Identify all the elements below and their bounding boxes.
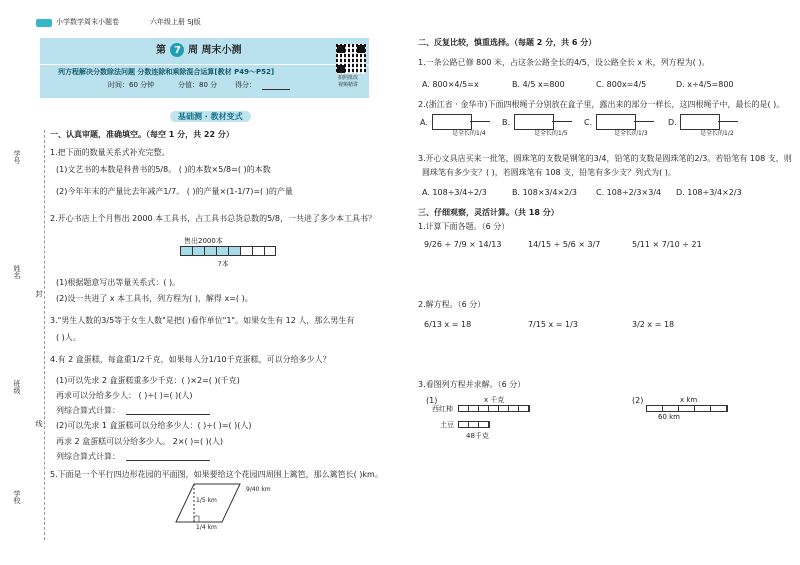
series-title: 小学数学周末小题卷 [56, 18, 119, 26]
calc-1-item-3[interactable]: 5/11 × 7/10 ÷ 21 [632, 240, 702, 249]
choice-2-letter-a[interactable]: A. [420, 118, 428, 127]
calc-2-item-2[interactable]: 7/15 x = 1/3 [528, 320, 578, 329]
q5-side-label: 9/40 km [246, 486, 271, 493]
question-2: 2.开心书店上个月售出 2000 本工具书，占工具书总货总数的5/8，一共进了多少本工具书？ [50, 214, 376, 223]
binding-line [44, 130, 45, 540]
question-4-1c: 列综合算式计算： [56, 406, 120, 415]
question-4-2b[interactable]: 再求 2 盒蛋糕可以分给多少人。 2×( )=( )(人) [56, 437, 224, 446]
choice-2-option-c: 是全长的1/3 [614, 130, 648, 137]
rope-a [470, 121, 490, 122]
calc-1-title: 1.计算下面各题。（6 分） [418, 222, 510, 231]
rope-c [634, 121, 654, 122]
series-badge [36, 19, 52, 27]
rope-b [552, 121, 572, 122]
choice-1-option-d[interactable]: D. x÷4/5=800 [676, 80, 734, 89]
time-label: 时间：60 分钟 [108, 81, 155, 89]
choice-2-letter-b[interactable]: B. [502, 118, 511, 127]
question-3[interactable]: 3."男生人数的3/5等于女生人数"是把( )看作单位"1"。如果女生有 12 人，那么男生有 [50, 316, 355, 325]
diagram-1-bar-bottom [458, 421, 490, 428]
question-2-1[interactable]: (1)根据题意写出等量关系式：( )。 [56, 278, 181, 287]
got-blank[interactable] [262, 89, 290, 90]
diagram-2-bottom: 60 km [658, 413, 681, 421]
question-4-1a[interactable]: (1)可以先求 2 盒蛋糕重多少千克：( )×2=( )(千克) [56, 376, 240, 385]
choice-1-option-b[interactable]: B. 4/5 x=800 [512, 80, 565, 89]
grade-label: 六年级上册 SJ版 [150, 18, 201, 26]
calc-1-item-2[interactable]: 14/15 ÷ 5/6 × 3/7 [528, 240, 601, 249]
calc-2-item-1[interactable]: 6/13 x = 18 [424, 320, 472, 329]
question-3-tail[interactable]: ( )人。 [56, 333, 81, 342]
qr-code-icon[interactable] [336, 44, 366, 74]
choice-2-option-a: 是全长的1/4 [452, 130, 486, 137]
calc-1-item-1[interactable]: 9/26 ÷ 7/9 × 14/13 [424, 240, 502, 249]
question-2-2[interactable]: (2)设一共进了 x 本工具书，列方程为( )，解得 x=( )。 [56, 294, 253, 303]
choice-2[interactable]: 2.(浙江省 · 金华市)下面四根绳子分别放在盒子里，露出来的部分一样长，这四根绳子中，最长的是( )。 [418, 100, 785, 109]
calc-2-item-3[interactable]: 3/2 x = 18 [632, 320, 675, 329]
calc-2-title: 2.解方程。（6 分） [418, 300, 486, 309]
week-number: 7 [174, 45, 181, 56]
score-label: 分值：80 分 [178, 81, 218, 89]
choice-3-option-b[interactable]: B. 108×3/4×2/3 [512, 188, 577, 197]
bar-diagram [180, 246, 276, 256]
week-prefix: 第 [156, 45, 166, 56]
box-d [680, 114, 720, 130]
section-1-title: 一、认真审题，准确填空。（每空 1 分，共 22 分） [50, 130, 234, 139]
question-4-2c: 列综合算式计算： [56, 452, 120, 461]
diagram-1-bar-top [458, 405, 530, 412]
box-a [432, 114, 472, 130]
diagram-2-top: x km [680, 396, 698, 404]
choice-2-option-b: 是全长的1/5 [534, 130, 568, 137]
choice-3[interactable]: 3.开心文具店买来一批笔，圆珠笔的支数是钢笔的3/4，铅笔的支数是圆珠笔的2/3。若铅笔有 108 支，则 [418, 154, 792, 163]
diagram-1-bottom: 48千克 [466, 432, 489, 440]
choice-1-option-c[interactable]: C. 800x=4/5 [596, 80, 647, 89]
choice-2-letter-c[interactable]: C. [584, 118, 593, 127]
question-4-2a[interactable]: (2)可以先求 1 盒蛋糕可以分给多少人：( )÷( )=( )(人) [56, 421, 252, 430]
box-c [596, 114, 636, 130]
sidebar-student-no: 学号 [13, 150, 21, 164]
sidebar-class: 班级 [13, 380, 21, 394]
section-badge: 基础测 · 教材变式 [170, 111, 251, 122]
question-5[interactable]: 5.下面是一个平行四边形花园的平面图，如果要给这个花园四周围上篱笆，那么篱笆长( )km。 [50, 470, 383, 479]
q5-height-label: 1/5 km [196, 497, 217, 504]
answer-line-4-2[interactable] [126, 460, 210, 461]
answer-line-4-1[interactable] [126, 414, 210, 415]
diagram-2-bar [646, 405, 728, 412]
question-1-2[interactable]: (2)今年年末的产量比去年减产1/7。 ( )的产量×(1-1/7)=( )的产量 [56, 187, 293, 196]
choice-3-option-d[interactable]: D. 108÷3/4×2/3 [676, 188, 742, 197]
box-b [514, 114, 554, 130]
section-2-title: 二、反复比较，慎重选择。（每题 2 分，共 6 分） [418, 38, 597, 47]
question-4: 4.有 2 盒蛋糕，每盒重1/2千克，如果每人分1/10千克蛋糕，可以分给多少人？ [50, 355, 331, 364]
question-1: 1.把下面的数量关系式补充完整。 [50, 148, 170, 157]
diagram-1-top: x 千克 [484, 396, 505, 404]
choice-2-option-d: 是全长的1/2 [700, 130, 734, 137]
qr-caption-2: 视频精讲 [338, 82, 359, 88]
sidebar-school: 学校 [13, 490, 21, 504]
choice-3-option-c[interactable]: C. 108÷2/3×3/4 [596, 188, 662, 197]
rope-d [718, 121, 738, 122]
bar-top-label: 售出2000本 [184, 237, 223, 245]
sidebar-name: 姓名 [13, 265, 21, 279]
got-label: 得分： [235, 81, 256, 89]
question-1-1[interactable]: (1)文艺书的本数是科普书的5/8。 ( )的本数×5/8=( )的本数 [56, 165, 271, 174]
question-4-1b[interactable]: 再求可以分给多少人： ( )÷( )=( )(人) [56, 391, 193, 400]
choice-2-letter-d[interactable]: D. [668, 118, 677, 127]
qr-caption-1: 拍照批改 [338, 75, 359, 81]
diagram-1-label: (1) [426, 396, 438, 405]
q5-base-label: 1/4 km [196, 524, 217, 531]
week-title: 周 周末小测 [188, 45, 242, 56]
diagram-1-left-1: 西红柿 [432, 405, 453, 413]
diagram-2-label: (2) [632, 396, 644, 405]
choice-1-option-a[interactable]: A. 800×4/5=x [422, 80, 479, 89]
diagram-1-left-2: 土豆 [440, 421, 454, 429]
section-3-title: 三、仔细观察，灵活计算。（共 18 分） [418, 208, 559, 217]
sidebar-line: 线 [35, 420, 43, 427]
choice-3-option-a[interactable]: A. 108÷3/4÷2/3 [422, 188, 487, 197]
bar-bottom-label: ?本 [218, 260, 229, 268]
choice-3-line-2[interactable]: 圆珠笔有多少支？( )，若圆珠笔有 108 支，铅笔有多少支？列式为( )。 [422, 168, 676, 177]
banner-subtitle: 列方程解决分数除法问题 分数连除和乘除混合运算[教材 P49～P52] [58, 68, 275, 76]
sidebar-seal: 封 [35, 290, 43, 297]
calc-3-title: 3.看图列方程并求解。（6 分） [418, 380, 526, 389]
choice-1[interactable]: 1.一条公路已修 800 米，占这条公路全长的4/5，设公路全长 x 米，列方程为( )。 [418, 58, 710, 67]
